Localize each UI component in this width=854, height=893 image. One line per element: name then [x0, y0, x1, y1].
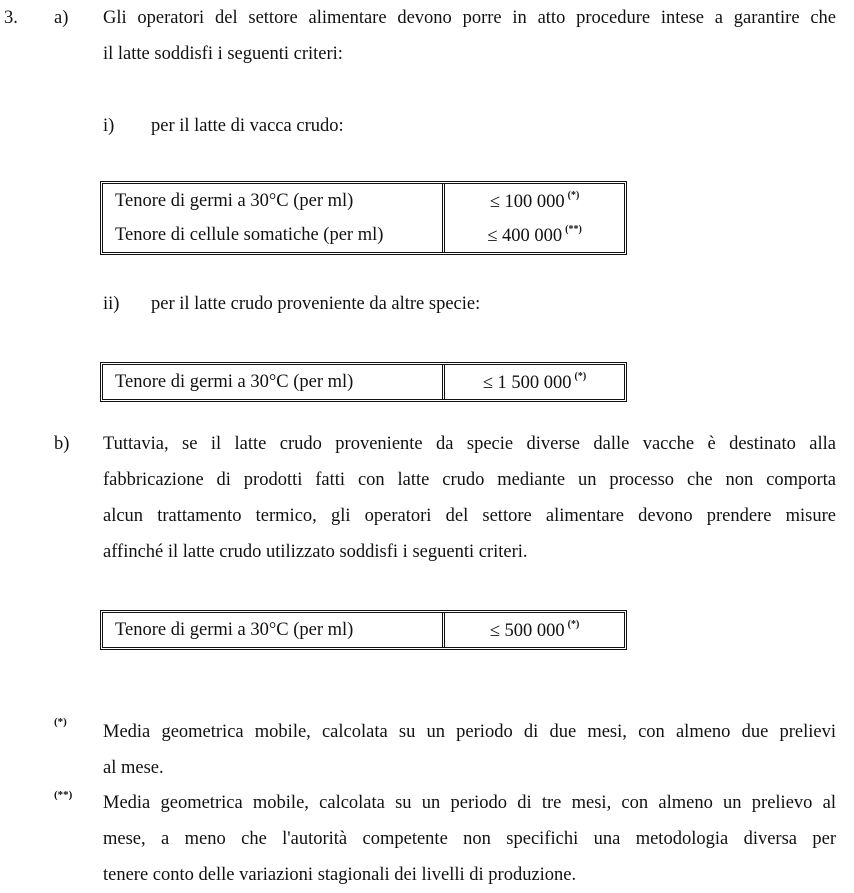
table-row	[103, 184, 624, 218]
item-a-line-1: Gli operatori del settore alimentare devono porre in atto procedure intese a garantire che	[103, 8, 836, 28]
note-ref: (*)	[567, 618, 580, 630]
subitem-ii-marker: ii)	[103, 294, 120, 314]
footnote-2-line-1: Media geometrica mobile, calcolata su un periodo di tre mesi, con almeno un prelievo al	[103, 793, 836, 813]
note-ref: (*)	[574, 370, 587, 382]
item-b-marker: b)	[54, 434, 70, 454]
note-ref: (**)	[565, 223, 582, 235]
subitem-ii-label: per il latte crudo proveniente da altre specie:	[151, 294, 481, 314]
criterion-cell: Tenore di cellule somatiche (per ml)	[103, 218, 445, 252]
criteria-table-raw-products	[100, 610, 627, 650]
footnote-2-line-2: mese, a meno che l'autorità competente non specifichi una metodologia diversa per	[103, 829, 836, 849]
criteria-table-cow-milk	[100, 181, 627, 255]
item-b-line-1: Tuttavia, se il latte crudo proveniente da specie diverse dalle vacche è destinato alla	[103, 434, 836, 454]
footnote-2-text	[103, 785, 836, 893]
limit-cell	[445, 184, 624, 218]
table-row	[103, 613, 624, 647]
limit-cell	[445, 613, 624, 647]
item-b-line-3: alcun trattamento termico, gli operatori del settore alimentare devono prendere misure	[103, 506, 836, 526]
table-row	[103, 365, 624, 399]
criterion-cell: Tenore di germi a 30°C (per ml)	[103, 184, 445, 218]
limit-cell	[445, 365, 624, 399]
section-number: 3.	[4, 8, 18, 28]
limit-value: ≤ 100 000	[489, 191, 565, 212]
subitem-i-label: per il latte di vacca crudo:	[151, 116, 344, 136]
limit-value: ≤ 500 000	[489, 620, 565, 641]
item-b-text	[103, 426, 836, 570]
item-b-line-4: affinché il latte crudo utilizzato soddisfi i seguenti criteri.	[103, 542, 528, 562]
criteria-table-other-species	[100, 362, 627, 402]
criterion-cell: Tenore di germi a 30°C (per ml)	[103, 613, 445, 647]
footnote-1-line-2: al mese.	[103, 758, 164, 778]
footnote-1-line-1: Media geometrica mobile, calcolata su un periodo di due mesi, con almeno due prelievi	[103, 722, 836, 742]
limit-value: ≤ 400 000	[487, 225, 563, 246]
footnote-2-marker: (**)	[54, 789, 73, 801]
footnote-2-line-3: tenere conto delle variazioni stagionali dei livelli di produzione.	[103, 865, 577, 885]
item-b-line-2: fabbricazione di prodotti fatti con latte crudo mediante un processo che non comporta	[103, 470, 836, 490]
subitem-i-marker: i)	[103, 116, 115, 136]
footnote-1-marker: (*)	[54, 716, 67, 728]
limit-value: ≤ 1 500 000	[482, 372, 572, 393]
table-row	[103, 218, 624, 252]
criterion-cell: Tenore di germi a 30°C (per ml)	[103, 365, 445, 399]
note-ref: (*)	[567, 189, 580, 201]
item-a-marker: a)	[54, 8, 69, 28]
item-a-text	[103, 0, 836, 72]
limit-cell	[445, 218, 624, 252]
footnote-1-text	[103, 714, 836, 786]
item-a-line-2: il latte soddisfi i seguenti criteri:	[103, 44, 343, 64]
